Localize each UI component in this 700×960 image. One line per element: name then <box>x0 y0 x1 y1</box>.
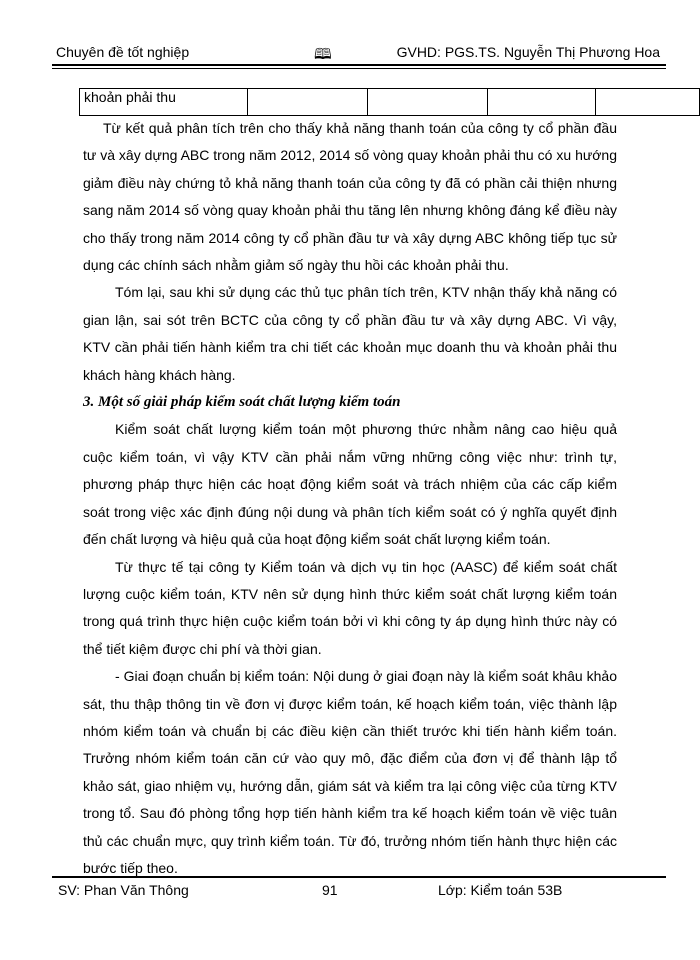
table-cell <box>595 89 699 116</box>
book-icon: 🕮 <box>314 46 332 63</box>
page-footer <box>52 882 666 904</box>
header-document-type: Chuyên đề tốt nghiệp <box>56 44 190 60</box>
table-cell <box>367 89 487 116</box>
header-rule-thick <box>52 64 666 66</box>
footer-student: SV: Phan Văn Thông <box>58 882 189 898</box>
section-heading: 3. Một số giải pháp kiểm soát chất lượng kiểm toán <box>83 394 401 411</box>
paragraph-aasc-practice: Từ thực tế tại công ty Kiểm toán và dịch vụ tin học (AASC) để kiểm soát chất lượng cuộc kiểm toán, KTV nên sử dụng hình thức kiểm soát chất lượng kiểm toán trong quá trình thực hiện cuộc kiểm toán bởi vì khi công ty áp dụng hình thức này có thể tiết kiệm được chi phí và thời gian. <box>83 558 617 657</box>
table-cell <box>487 89 595 116</box>
paragraph-analysis-result: Từ kết quả phân tích trên cho thấy khả năng thanh toán của công ty cổ phần đầu tư và xây dựng ABC trong năm 2012, 2014 số vòng quay khoản phải thu có xu hướng giảm điều này chứng tỏ khả năng thanh toán của công ty đã có phần cải thiện nhưng sang năm 2014 số vòng quay khoản phải thu tăng lên nhưng không đáng kể điều này cho thấy trong năm 2014 công ty cổ phần đầu tư và xây dựng ABC không tiếp tục sử dụng các chính sách nhằm giảm số ngày thu hồi các khoản phải thu. <box>83 120 617 274</box>
header-rule-thin <box>52 68 666 69</box>
footer-rule <box>52 876 666 878</box>
table-cell: khoản phải thu <box>80 89 248 116</box>
header-supervisor: GVHD: PGS.TS. Nguyễn Thị Phương Hoa <box>396 44 660 60</box>
paragraph-summary: Tóm lại, sau khi sử dụng các thủ tục phân tích trên, KTV nhận thấy khả năng có gian lận, sai sót trên BCTC của công ty cổ phần đầu tư và xây dựng ABC. Vì vậy, KTV cần phải tiến hành kiểm tra chi tiết các khoản mục doanh thu và khoản phải thu khách hàng khách hàng. <box>83 284 617 383</box>
paragraph-preparation-stage: - Giai đoạn chuẩn bị kiểm toán: Nội dung ở giai đoạn này là kiểm soát khâu khảo sát, thu thập thông tin về đơn vị được kiểm toán, kế hoạch kiểm toán, việc thành lập nhóm kiểm toán và chuẩn bị các điều kiện cần thiết trước khi tiến hành kiểm toán. Trưởng nhóm kiểm toán căn cứ vào quy mô, đặc điểm của đơn vị để thành lập tổ khảo sát, giao nhiệm vụ, hướng dẫn, giám sát và kiểm tra lại công việc của từng KTV trong tổ. Sau đó phòng tổng hợp tiến hành kiểm tra kế hoạch kiểm toán về việc tuân thủ các chuẩn mực, quy trình kiểm toán. Từ đó, trưởng nhóm tiến hành thực hiện các bước tiếp theo. <box>83 668 617 876</box>
table-cell <box>247 89 367 116</box>
footer-class: Lớp: Kiểm toán 53B <box>438 882 563 898</box>
table-row <box>80 89 700 116</box>
table-fragment <box>79 88 700 116</box>
paragraph-quality-control: Kiểm soát chất lượng kiểm toán một phương thức nhằm nâng cao hiệu quả cuộc kiểm toán, vì vậy KTV cần phải nắm vững những công việc như: trình tự, phương pháp thực hiện các hoạt động kiểm soát và trách nhiệm của các cấp kiểm soát trong việc xác định đúng nội dung và phân tích kiểm soát có ý nghĩa quyết định đến chất lượng và hiệu quả của hoạt động kiểm soát chất lượng kiểm toán. <box>83 421 617 548</box>
page-header <box>52 42 664 64</box>
body-text <box>83 115 617 882</box>
footer-page-number: 91 <box>322 882 338 898</box>
